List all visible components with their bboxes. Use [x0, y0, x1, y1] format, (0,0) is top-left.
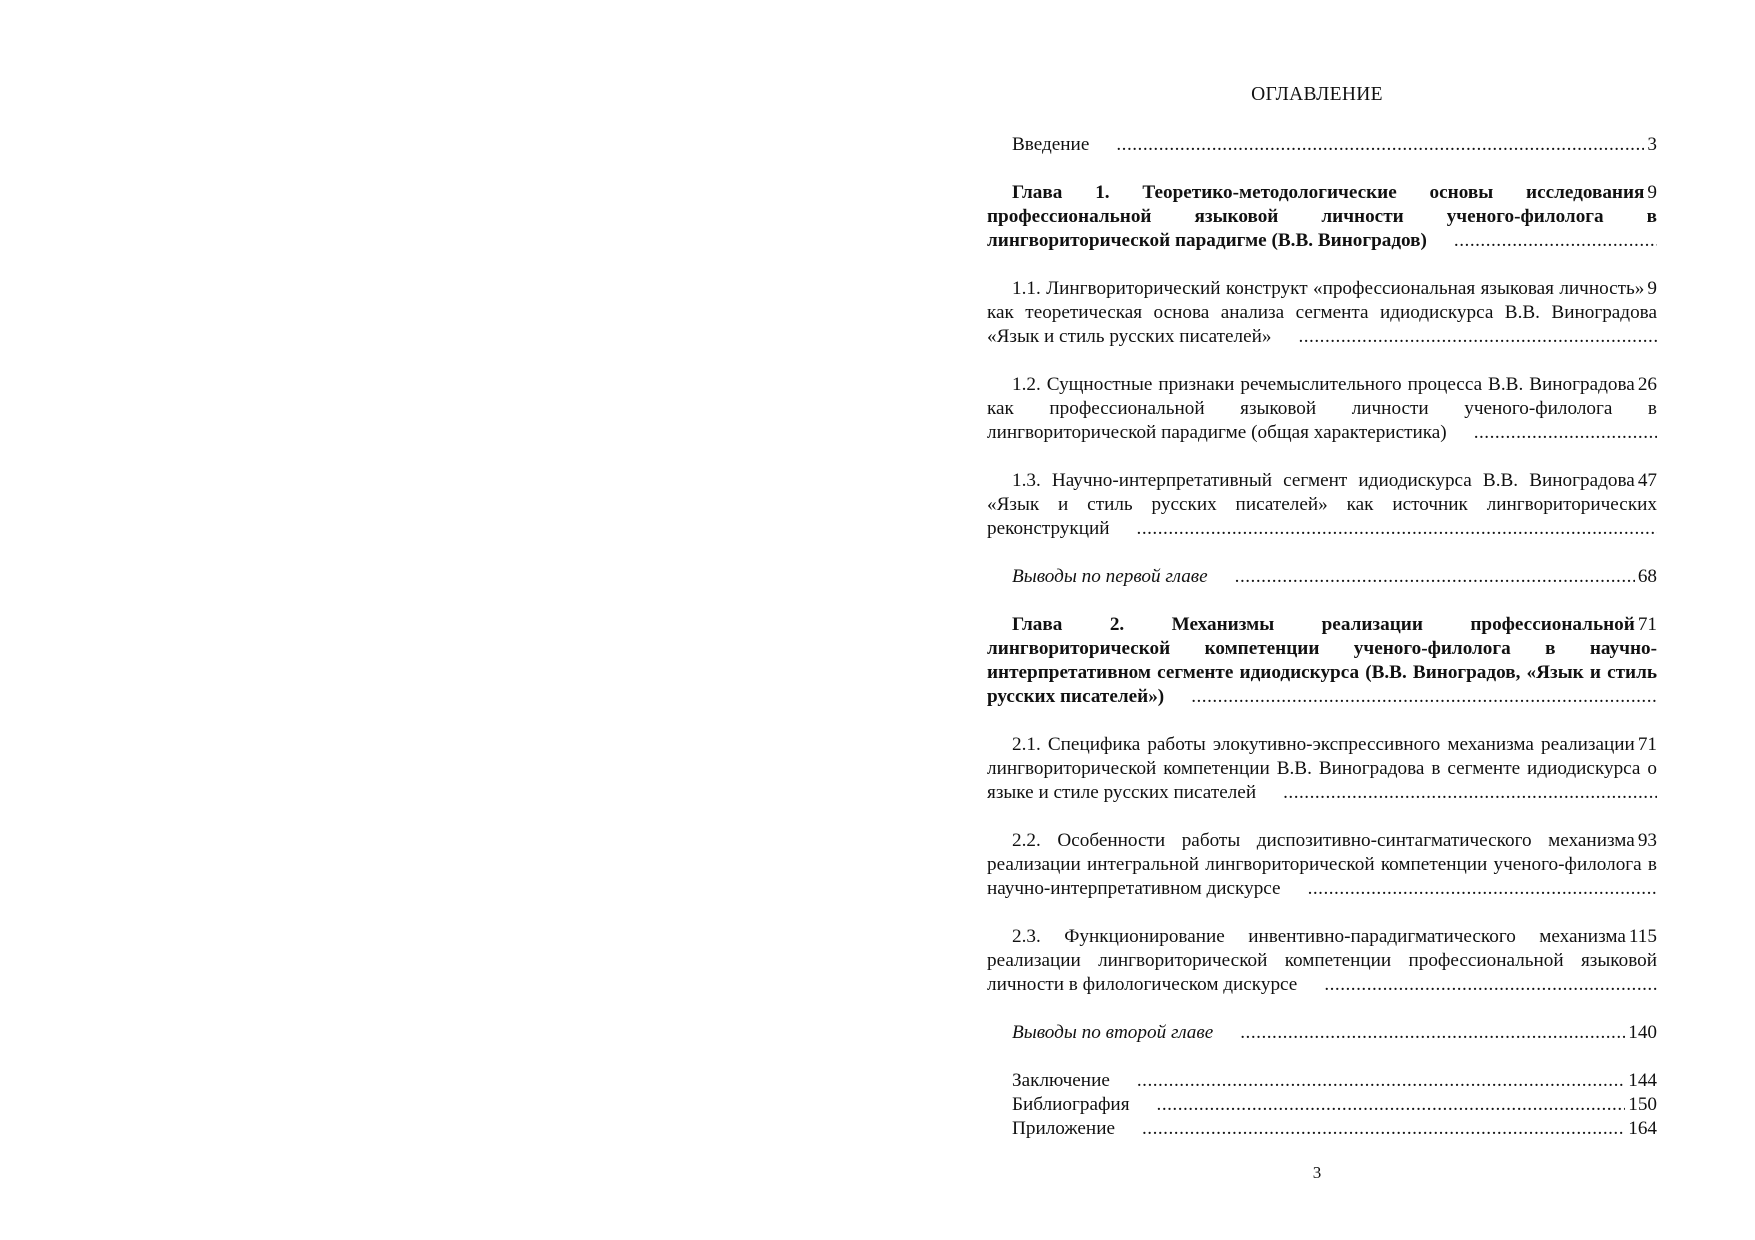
toc-entry-text: 1.1. Лингвориторический конструкт «профессиональная языковая личность» как теоретическая основа анализа сегмента идиодискурса В.В. Виноградова «Язык и стиль русских писателей» [987, 278, 1657, 347]
toc-page-number: 9 [1644, 277, 1657, 301]
toc-page-number: 71 [1635, 613, 1657, 637]
toc-page-number: 140 [1625, 1021, 1657, 1045]
toc-entry-text: 1.2. Сущностные признаки речемыслительного процесса В.В. Виноградова как профессиональной языковой личности ученого-филолога в лингвориторической парадигме (общая характеристика) [987, 374, 1657, 443]
toc-title: ОГЛАВЛЕНИЕ [1251, 84, 1383, 105]
toc-page [877, 0, 1755, 1240]
toc-entry-section-1-2[interactable] [987, 373, 1657, 445]
toc-page-number: 115 [1626, 925, 1657, 949]
toc-page-number: 3 [1644, 133, 1657, 157]
toc-entry-text: Выводы по первой главе [1012, 566, 1208, 587]
toc-entry-section-2-3[interactable] [987, 925, 1657, 997]
toc-entry-text: Выводы по второй главе [1012, 1022, 1214, 1043]
toc-entry-text: Глава 2. Механизмы реализации профессиональной лингвориторической компетенции ученого-филолога в научно-интерпретативном сегменте идиодискурса (В.В. Виноградов, «Язык и стиль русских писателей») [987, 614, 1657, 707]
toc-page-number: 9 [1644, 181, 1657, 205]
toc-entry-chapter-2[interactable] [987, 613, 1657, 709]
toc-page-number: 150 [1625, 1093, 1657, 1117]
table-of-contents [987, 133, 1657, 1141]
toc-entry-text: Заключение [1012, 1070, 1110, 1091]
toc-page-number: 26 [1635, 373, 1657, 397]
toc-entry-text: 1.3. Научно-интерпретативный сегмент идиодискурса В.В. Виноградова «Язык и стиль русских писателей» как источник лингвориторических реконструкций [987, 470, 1657, 539]
toc-entry-conclusions-1[interactable] [987, 565, 1657, 589]
toc-entry-text: Глава 1. Теоретико-методологические основы исследования профессиональной языковой личности ученого-филолога в лингвориторической парадигме (В.В. Виноградов) [987, 182, 1657, 251]
blank-left-page [0, 0, 877, 1240]
toc-entry-text: Введение [1012, 134, 1090, 155]
toc-entry-appendix[interactable] [987, 1117, 1657, 1141]
toc-entry-text: 2.3. Функционирование инвентивно-парадигматического механизма реализации лингвориторической компетенции профессиональной языковой личности в филологическом дискурсе [987, 926, 1657, 995]
toc-entry-text: Приложение [1012, 1118, 1115, 1139]
toc-entry-text: Библиография [1012, 1094, 1130, 1115]
toc-page-number: 144 [1625, 1069, 1657, 1093]
toc-entry-text: 2.2. Особенности работы диспозитивно-синтагматического механизма реализации интегральной лингвориторической компетенции ученого-филолога в научно-интерпретативном дискурсе [987, 830, 1657, 899]
toc-entry-section-1-1[interactable] [987, 277, 1657, 349]
toc-page-number: 47 [1635, 469, 1657, 493]
toc-entry-text: 2.1. Специфика работы элокутивно-экспрессивного механизма реализации лингвориторической компетенции В.В. Виноградова в сегменте идиодискурса о языке и стиле русских писателей [987, 734, 1657, 803]
toc-entry-chapter-1[interactable] [987, 181, 1657, 253]
toc-page-number: 71 [1635, 733, 1657, 757]
toc-entry-intro[interactable] [987, 133, 1657, 157]
toc-entry-bibliography[interactable] [987, 1093, 1657, 1117]
page-number: 3 [1312, 1163, 1322, 1182]
toc-page-number: 93 [1635, 829, 1657, 853]
toc-entry-section-1-3[interactable] [987, 469, 1657, 541]
toc-entry-section-2-2[interactable] [987, 829, 1657, 901]
toc-entry-conclusion[interactable] [987, 1069, 1657, 1093]
toc-page-number: 164 [1625, 1117, 1657, 1141]
toc-entry-conclusions-2[interactable] [987, 1021, 1657, 1045]
toc-page-number: 68 [1635, 565, 1657, 589]
toc-entry-section-2-1[interactable] [987, 733, 1657, 805]
